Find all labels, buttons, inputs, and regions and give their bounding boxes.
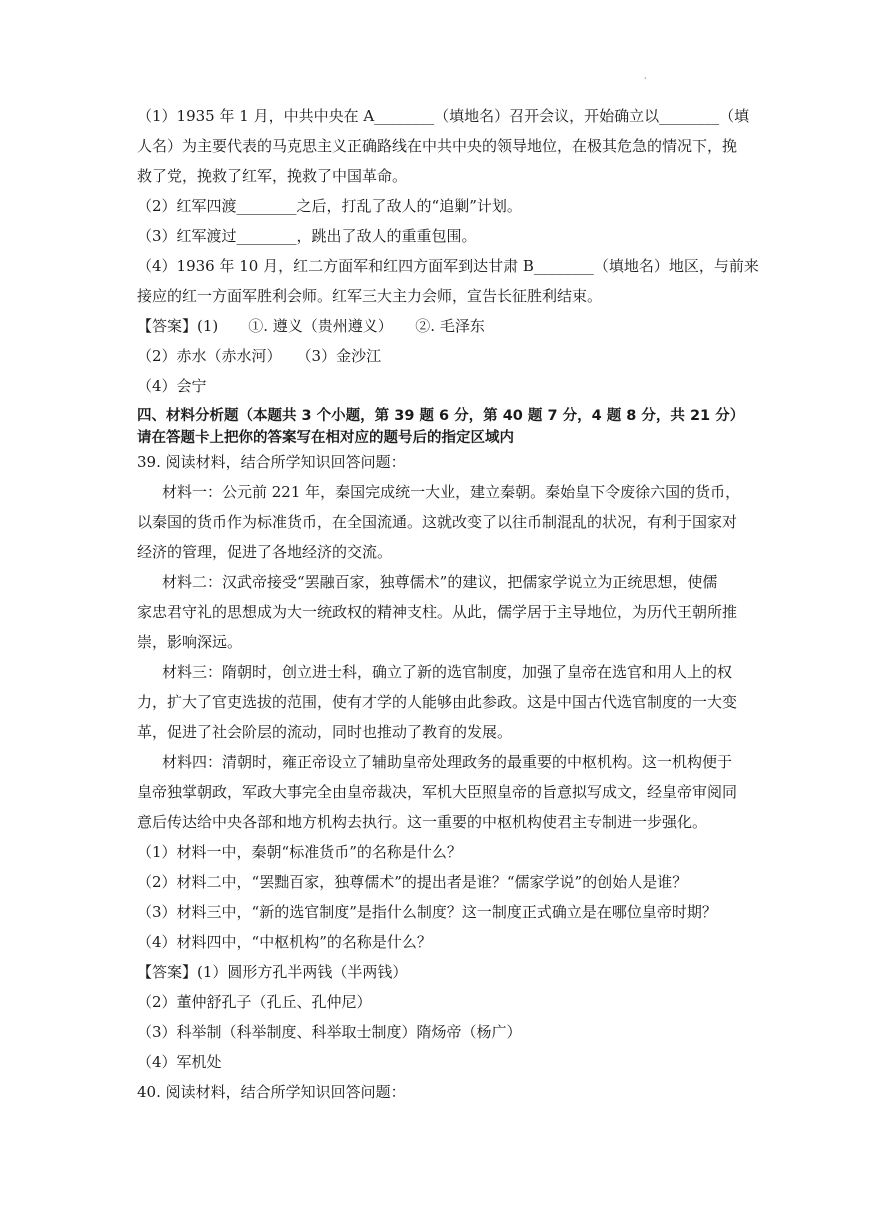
answer-39-3: （3）科举制（科举制度、科举取士制度）隋炀帝（杨广） — [137, 1023, 522, 1041]
material-1-line-3: 经济的管理，促进了各地经济的交流。 — [137, 543, 393, 561]
subquestion-4: （4）材料四中，“中枢机构”的名称是什么？ — [137, 933, 432, 951]
q3-line: （3）红军渡过________，跳出了敌人的重重包围。 — [137, 227, 477, 245]
material-4-line-1: 材料四：清朝时，雍正帝设立了辅助皇帝处理政务的最重要的中枢机构。这一机构便于 — [162, 753, 733, 771]
question-39-title: 39. 阅读材料，结合所学知识回答问题： — [137, 453, 406, 471]
answer-39-2: （2）董仲舒孔子（孔丘、孔仲尼） — [137, 993, 372, 1011]
q4-line-1: （4）1936 年 10 月，红二方面军和红四方面军到达甘肃 B________（填地名）地区，与前来 — [137, 257, 759, 275]
material-3-line-3: 革，促进了社会阶层的流动，同时也推动了教育的发展。 — [137, 723, 513, 741]
material-1-line-2: 以秦国的货币作为标准货币，在全国流通。这就改变了以往币制混乱的状况，有利于国家对 — [137, 513, 738, 531]
q1-line-2: 人名）为主要代表的马克思主义正确路线在中共中央的领导地位，在极其危急的情况下，挽 — [137, 137, 738, 155]
question-40-title: 40. 阅读材料，结合所学知识回答问题： — [137, 1083, 406, 1101]
subquestion-3: （3）材料三中，“新的选官制度”是指什么制度？这一制度正式确立是在哪位皇帝时期？ — [137, 903, 717, 921]
q4-line-2: 接应的红一方面军胜利会师。红军三大主力会师，宣告长征胜利结束。 — [137, 287, 603, 305]
section-heading: 四、材料分析题（本题共 3 个小题，第 39 题 6 分，第 40 题 7 分，4 题 8 分，共 21 分） — [137, 408, 745, 424]
material-3-line-2: 力，扩大了官吏选拔的范围，使有才学的人能够由此参政。这是中国古代选官制度的一大变 — [137, 693, 738, 711]
material-4-line-2: 皇帝独掌朝政，军政大事完全由皇帝裁决，军机大臣照皇帝的旨意拟写成文，经皇帝审阅同 — [137, 783, 738, 801]
material-3-line-1: 材料三：隋朝时，创立进士科，确立了新的选官制度，加强了皇帝在选官和用人上的权 — [162, 663, 733, 681]
subquestion-2: （2）材料二中，“罢黜百家，独尊儒术”的提出者是谁？“儒家学说”的创始人是谁？ — [137, 873, 688, 891]
header-dot: · — [644, 74, 647, 83]
answer-line-3: （4）会宁 — [137, 377, 207, 395]
answer-39-4: （4）军机处 — [137, 1053, 222, 1071]
material-1-line-1: 材料一：公元前 221 年，秦国完成统一大业，建立秦朝。秦始皇下令废徐六国的货币， — [162, 483, 741, 501]
material-2-line-2: 家忠君守礼的思想成为大一统政权的精神支柱。从此，儒学居于主导地位，为历代王朝所推 — [137, 603, 738, 621]
material-4-line-3: 意后传达给中央各部和地方机构去执行。这一重要的中枢机构使君主专制进一步强化。 — [137, 813, 708, 831]
q1-line-1: （1）1935 年 1 月，中共中央在 A________（填地名）召开会议，开始确立以________（填 — [137, 107, 750, 125]
q2-line: （2）红军四渡________之后，打乱了敌人的“追剿”计划。 — [137, 197, 522, 215]
answer-line-1: 【答案】(1) ①. 遵义（贵州遵义） ②. 毛泽东 — [137, 317, 485, 335]
material-2-line-3: 崇，影响深远。 — [137, 633, 243, 651]
section-instruction: 请在答题卡上把你的答案写在相对应的题号后的指定区域内 — [137, 430, 514, 446]
answer-line-2: （2）赤水（赤水河） （3）金沙江 — [137, 347, 382, 365]
subquestion-1: （1）材料一中，秦朝“标准货币”的名称是什么？ — [137, 843, 462, 861]
answer-39-1: 【答案】(1）圆形方孔半两钱（半两钱） — [137, 963, 408, 981]
material-2-line-1: 材料二：汉武帝接受“罢融百家，独尊儒术”的建议，把儒家学说立为正统思想，使儒 — [162, 573, 718, 591]
q1-line-3: 救了党，挽救了红军，挽救了中国革命。 — [137, 167, 408, 185]
